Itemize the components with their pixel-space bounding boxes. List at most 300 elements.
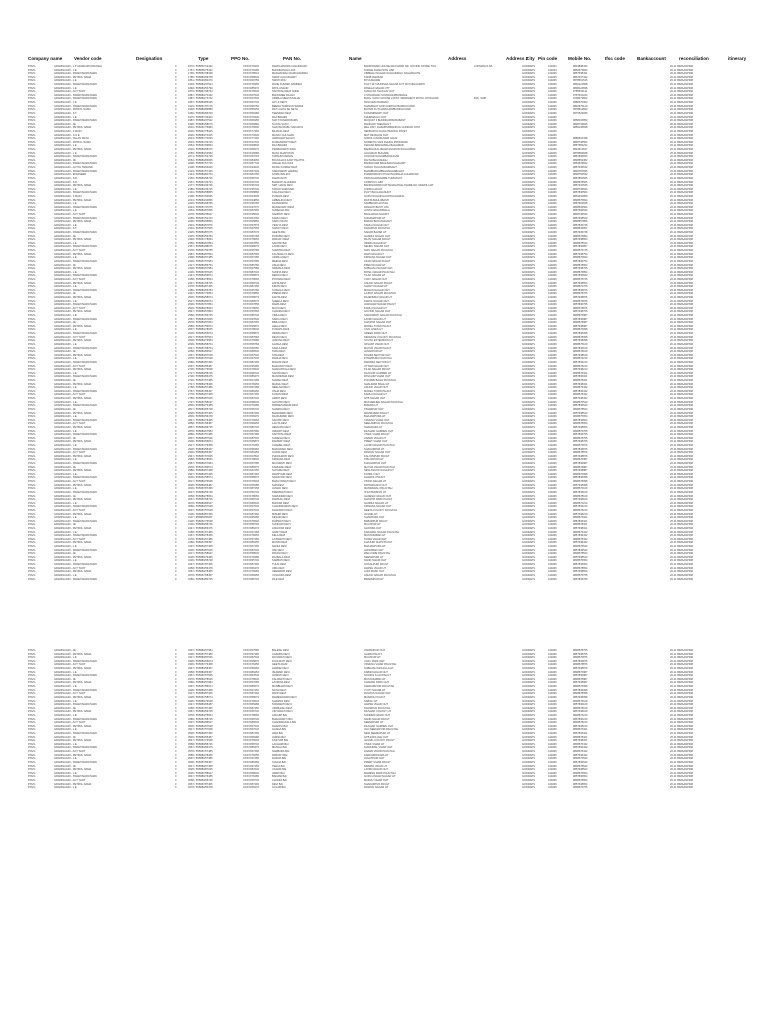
cell-itinerary: BIMAANPRM — [677, 321, 693, 325]
cell-company: PNVG — [28, 129, 36, 133]
cell-pin-code: 410206 — [548, 194, 557, 198]
cell-ppo-no: 2043 / 555857/74645 — [188, 137, 213, 141]
cell-ppo-no: 2517 / 555883/86574 — [188, 299, 213, 303]
cell-itinerary: BIMAANPRM — [677, 649, 693, 652]
cell-company: PNVG — [28, 155, 36, 159]
cell-type: F — [175, 303, 177, 307]
cell-ppo-no: 2678 / 555957/57648 — [188, 357, 213, 361]
cell-company: PNVG — [28, 364, 36, 368]
cell-mobile-no: 9838578543 — [573, 407, 588, 411]
cell-city: GODRAPS — [522, 552, 535, 556]
cell-city: GODRAPS — [522, 126, 535, 130]
cell-pan-no: XXXXX8756X — [243, 335, 260, 339]
cell-address: GEETA COLONY PAUGTAH — [364, 508, 397, 512]
cell-designation: GRADINAGRI - SWAMI MARATHWA — [54, 205, 97, 209]
cell-ppo-no: 2906 / 555883/65874 — [188, 440, 213, 444]
cell-pin-code: 410206 — [548, 699, 557, 703]
cell-ppo-no: 2447 / 555883/56874 — [188, 274, 213, 278]
cell-reconciliation-value: 20-11 — [670, 465, 677, 469]
cell-name: KIRAN DEVI — [272, 285, 287, 289]
cell-mobile-no: 9838576654 — [573, 415, 588, 419]
cell-city: GODRAPS — [522, 519, 535, 523]
cell-pin-code: 410206 — [548, 775, 557, 779]
cell-type: F — [175, 724, 177, 728]
cell-mobile-no: 9857638765 — [573, 440, 588, 444]
cell-name: BHAGYAWATI DEVI — [272, 480, 296, 484]
cell-address: MAYUR VIHAR PAUGTAH — [364, 465, 395, 469]
cell-name: SUNDARI DEVI — [272, 523, 291, 527]
cell-itinerary: BIMAANPRM — [677, 169, 693, 173]
cell-pan-no: XXXXX6587X — [243, 332, 260, 336]
cell-address: KONDLI OHT — [364, 472, 380, 476]
cell-mobile-no: 9857836765 — [573, 577, 588, 581]
cell-ppo-no: 3158 / 555957/67485 — [188, 530, 213, 534]
cell-designation: GRADINAGRI - L.E — [54, 357, 77, 361]
cell-ppo-no: 3436 / 555883/76548 — [188, 699, 213, 703]
cell-designation: GRADINAGRI - ACTOL TEMAND — [54, 166, 93, 170]
cell-mobile-no: 9854578832 — [573, 162, 588, 166]
cell-ppo-no: 2578 / 555883/87654 — [188, 321, 213, 325]
cell-pin-code: 410206 — [548, 501, 557, 505]
cell-company: PNVG — [28, 303, 36, 307]
cell-itinerary: BIMAANPRM — [677, 732, 693, 736]
cell-name: SAROJ DEVI — [272, 317, 288, 321]
cell-reconciliation-value: 20-11 — [670, 166, 677, 170]
cell-mobile-no: 9838578432 — [573, 393, 588, 397]
cell-itinerary: BIMAANPRM — [677, 166, 693, 170]
cell-city: GODRAPS — [522, 454, 535, 458]
cell-ppo-no: 2356 / 555883/67854 — [188, 241, 213, 245]
cell-name: MADHAVRAO RAMCHANDRA — [272, 72, 308, 76]
cell-company: PNVG — [28, 404, 36, 408]
cell-itinerary: BIMAANPRM — [677, 663, 693, 667]
cell-pan-no: XXXXX7654X — [243, 480, 260, 484]
cell-pan-no: XXXXX6745X — [243, 688, 260, 692]
cell-ppo-no: 2108 / 555883/34646 — [188, 166, 213, 170]
cell-designation: GRADINAGRI - L.E — [54, 386, 77, 390]
cell-type: F — [175, 469, 177, 473]
cell-designation: GRADINAGRI - PATROL NAMA — [54, 108, 91, 112]
cell-pan-no: XXXXX7645X — [243, 663, 260, 667]
cell-name: BHAGWANI DEVI — [272, 447, 293, 451]
cell-city: GODRAPS — [522, 231, 535, 235]
header-itinerary: itinerary — [728, 56, 747, 61]
cell-itinerary: BIMAANPRM — [677, 93, 693, 97]
cell-pin-code: 410205 — [548, 79, 557, 83]
cell-city: GODRAPS — [522, 68, 535, 72]
cell-city: GODRAPS — [522, 144, 535, 148]
cell-company: PNVG — [28, 234, 36, 238]
cell-ppo-no: 3128 / 555957/76548 — [188, 519, 213, 523]
cell-mobile-no: 9857638543 — [573, 768, 588, 772]
cell-name: NIRMALA DEVI — [272, 267, 291, 271]
cell-address: LAXMI NAGAR HT — [364, 317, 386, 321]
cell-designation: GRADINAGRI - L.E — [54, 728, 77, 732]
cell-address: GOVIND NAGAR OHT — [364, 310, 391, 314]
cell-pin-code: 410206 — [548, 573, 557, 577]
cell-designation: GRADINAGRI - L.E — [54, 656, 77, 660]
cell-designation: GRADINAGRI - PETROL NAMA — [54, 382, 92, 386]
cell-type: F — [175, 570, 177, 574]
cell-pan-no: XXXXX3674X — [243, 184, 260, 188]
cell-itinerary: BIMAANPRM — [677, 108, 693, 112]
cell-reconciliation-value: 20-11 — [670, 487, 677, 491]
cell-address: UTTAM NAGAR OHT — [364, 364, 389, 368]
cell-name: SUDESH DEVI — [272, 436, 290, 440]
cell-pin-code: 410206 — [548, 732, 557, 736]
cell-address: VIRBHAU NAGAR GUHAUNDHU NAGARGUTE — [364, 72, 421, 76]
cell-pan-no: XXXXX3574X — [243, 187, 260, 191]
cell-city: GODRAPS — [522, 310, 535, 314]
cell-type: F — [175, 176, 177, 180]
cell-reconciliation-value: 20-11 — [670, 404, 677, 408]
cell-city: GODRAPS — [522, 299, 535, 303]
cell-ppo-no: 2325 / 555883/87675 — [188, 231, 213, 235]
cell-designation: GRADINAGRI - PETROL NAMA — [54, 667, 92, 671]
cell-ppo-no: 2467 / 555957/68745 — [188, 281, 213, 285]
cell-pin-code: 410206 — [548, 256, 557, 260]
cell-designation: GRADINAGRI - L.E — [54, 299, 77, 303]
cell-itinerary: BIMAANPRM — [677, 227, 693, 231]
cell-itinerary: BIMAANPRM — [677, 778, 693, 782]
cell-pan-no: XXXXX6745X — [243, 545, 260, 549]
cell-name: SHIVDEVI — [272, 483, 285, 487]
cell-itinerary: BIMAANPRM — [677, 530, 693, 534]
cell-city: GODRAPS — [522, 667, 535, 671]
cell-city: GODRAPS — [522, 364, 535, 368]
cell-city: GODRAPS — [522, 238, 535, 242]
cell-designation: GRADINAGRI - PETROL NAMA — [54, 324, 92, 328]
cell-mobile-no: 9838578765 — [573, 436, 588, 440]
cell-name: GEETA BAI — [272, 231, 286, 235]
cell-itinerary: BIMAANPRM — [677, 422, 693, 426]
cell-designation: GRADINAGRI - PETROL NAMA — [54, 768, 92, 772]
cell-itinerary: BIMAANPRM — [677, 768, 693, 772]
cell-pin-code: 410206 — [548, 649, 557, 652]
cell-type: F — [175, 516, 177, 520]
cell-type: F — [175, 458, 177, 462]
cell-type: F — [175, 306, 177, 310]
cell-company: PNVG — [28, 577, 36, 581]
cell-reconciliation-value: 20-11 — [670, 703, 677, 707]
cell-city: GODRAPS — [522, 241, 535, 245]
cell-itinerary: BIMAANPRM — [677, 104, 693, 108]
header-address: Address — [448, 56, 467, 61]
cell-pin-code: 410206 — [548, 656, 557, 660]
cell-designation: GRADINAGRI - L.E — [54, 151, 77, 155]
cell-company: PNVG — [28, 425, 36, 429]
cell-name: LAXMI DEVI — [272, 245, 287, 249]
cell-city: GODRAPS — [522, 735, 535, 739]
cell-city: GODRAPS — [522, 530, 535, 534]
cell-company: PNVG — [28, 202, 36, 206]
cell-city: GODRAPS — [522, 140, 535, 144]
cell-itinerary: BIMAANPRM — [677, 443, 693, 447]
cell-city: GODRAPS — [522, 656, 535, 660]
cell-itinerary: BIMAANPRM — [677, 252, 693, 256]
cell-ppo-no: 2177 / 555883/36746 — [188, 184, 213, 188]
cell-company: PNVG — [28, 750, 36, 754]
cell-designation: GRADINAGRI - L.E — [54, 371, 77, 375]
cell-city: GODRAPS — [522, 490, 535, 494]
cell-name: MUNNI DEVI — [272, 541, 288, 545]
cell-type: F — [175, 685, 177, 689]
cell-city: GODRAPS — [522, 151, 535, 155]
cell-name: CHANDRAWATI DEVI — [272, 505, 298, 509]
cell-pin-code: 410206 — [548, 155, 557, 159]
cell-city: GODRAPS — [522, 115, 535, 119]
cell-mobile-no: 9857638098 — [573, 695, 588, 699]
cell-address: BANDHAKAL BHAM ANGRON SUGAUMAR — [364, 148, 416, 152]
cell-address: MUSTAFABAD HT — [364, 677, 386, 681]
cell-name: KAUSHALYA DEVI — [272, 252, 294, 256]
cell-company: PNVG — [28, 443, 36, 447]
cell-type: F — [175, 418, 177, 422]
cell-ppo-no: 1918 / 555884/37524 — [188, 83, 213, 87]
cell-pan-no: XXXXX8764X — [243, 768, 260, 772]
cell-company: PNVG — [28, 72, 36, 76]
cell-pin-code: 410206 — [548, 169, 557, 173]
cell-pan-no: XXXXX8645X — [243, 760, 260, 764]
cell-company: PNVG — [28, 350, 36, 354]
cell-reconciliation-value: 20-11 — [670, 310, 677, 314]
cell-ppo-no: 2065 / 555883/16583 — [188, 151, 213, 155]
cell-pin-code: 410206 — [548, 335, 557, 339]
cell-pin-code: 410206 — [548, 166, 557, 170]
cell-pin-code: 410206 — [548, 688, 557, 692]
cell-designation: GRADINAGRI - S.R. — [54, 176, 78, 180]
cell-ppo-no: 3358 / 555883/86457 — [188, 670, 213, 674]
cell-reconciliation-value: 20-11 — [670, 732, 677, 736]
cell-name: UGAMA BAI — [272, 768, 287, 772]
cell-mobile-no: 9838532564 — [573, 205, 588, 209]
cell-pan-no: XXXXX5853X — [243, 75, 260, 79]
cell-company: PNVG — [28, 281, 36, 285]
cell-mobile-no: 9857836765 — [573, 303, 588, 307]
cell-mobile-no: 9838576321 — [573, 728, 588, 732]
cell-type: F — [175, 706, 177, 710]
cell-type: F — [175, 498, 177, 502]
cell-city: GODRAPS — [522, 699, 535, 703]
cell-type: F — [175, 760, 177, 764]
cell-address: DILSHAD GARDEN OHT — [364, 724, 394, 728]
cell-ppo-no: 3536 / 555883/65487 — [188, 735, 213, 739]
cell-ppo-no: 2478 / 555883/87465 — [188, 285, 213, 289]
cell-name: SUNITA DEVI — [272, 270, 288, 274]
cell-itinerary: BIMAANPRM — [677, 717, 693, 721]
cell-ppo-no: 2986 / 555883/67458 — [188, 469, 213, 473]
cell-reconciliation-value: 20-11 — [670, 119, 677, 123]
cell-city: GODRAPS — [522, 274, 535, 278]
cell-city: GODRAPS — [522, 303, 535, 307]
cell-itinerary: BIMAANPRM — [677, 577, 693, 581]
cell-type: F — [175, 317, 177, 321]
cell-company: PNVG — [28, 411, 36, 415]
cell-name: OMI DEVI — [272, 548, 284, 552]
cell-pin-code: 410206 — [548, 786, 557, 790]
cell-ppo-no: 2736 / 555957/67485 — [188, 379, 213, 383]
cell-ppo-no: 3586 / 555883/78456 — [188, 753, 213, 757]
cell-type: F — [175, 277, 177, 281]
cell-itinerary: BIMAANPRM — [677, 659, 693, 663]
cell-city: GODRAPS — [522, 563, 535, 567]
cell-pin-code: 410206 — [548, 566, 557, 570]
cell-city: GODRAPS — [522, 541, 535, 545]
cell-itinerary: BIMAANPRM — [677, 534, 693, 538]
cell-address: NAND NAGRI OHT — [364, 559, 387, 563]
cell-reconciliation-value: 20-11 — [670, 400, 677, 404]
cell-city: GODRAPS — [522, 324, 535, 328]
cell-name: RAJ BIDHINI — [272, 144, 288, 148]
cell-address: ASHOK VIHAR OHT — [364, 386, 388, 390]
cell-ppo-no: 2936 / 555883/86457 — [188, 451, 213, 455]
cell-mobile-no: 9838578745 — [573, 277, 588, 281]
cell-pin-code: 410206 — [548, 710, 557, 714]
cell-ppo-no: 3486 / 555957/68745 — [188, 717, 213, 721]
cell-pin-code: 410206 — [548, 129, 557, 133]
cell-reconciliation-value: 20-11 — [670, 227, 677, 231]
cell-itinerary: BIMAANPRM — [677, 573, 693, 577]
cell-reconciliation — [670, 578, 734, 582]
cell-company: PNVG — [28, 342, 36, 346]
cell-ppo-no: 3306 / 555957/57486 — [188, 652, 213, 656]
cell-name: SARBATI DEVI — [272, 559, 290, 563]
cell-city: GODRAPS — [522, 505, 535, 509]
cell-designation: GRADINAGRI - JE — [54, 263, 76, 267]
cell-designation: GRADINAGRI - JE — [54, 735, 76, 739]
cell-mobile-no: 9785633114 — [573, 90, 588, 94]
cell-ppo-no: 2636 / 555883/58764 — [188, 342, 213, 346]
cell-pan-no: XXXXX6648X — [243, 111, 260, 115]
cell-itinerary: BIMAANPRM — [677, 728, 693, 732]
cell-address: PITAMPURA PAUGTAH — [364, 357, 392, 361]
cell-name: SAVITRI BAI — [272, 241, 287, 245]
cell-designation: GRADINAGRI - JE — [54, 523, 76, 527]
cell-city: GODRAPS — [522, 677, 535, 681]
cell-company: PNVG — [28, 458, 36, 462]
cell-itinerary: BIMAANPRM — [677, 129, 693, 133]
cell-itinerary: BIMAANPRM — [677, 458, 693, 462]
cell-pan-no: XXXXX7645X — [243, 443, 260, 447]
cell-designation: GRADINAGRI - PETROL NAMA — [54, 710, 92, 714]
cell-company: PNVG — [28, 194, 36, 198]
cell-reconciliation-value: 20-11 — [670, 415, 677, 419]
cell-name: LALITA DEVI — [272, 422, 288, 426]
cell-name: MANBHARI DEVI — [272, 685, 293, 689]
cell-designation: GRADINAGRI - SWAMI MARATHWA — [54, 418, 97, 422]
cell-name: KELA DEVI — [272, 534, 286, 538]
cell-reconciliation-value: 20-11 — [670, 494, 677, 498]
cell-designation: GRADINAGRI - JE — [54, 407, 76, 411]
cell-company: PNVG — [28, 688, 36, 692]
cell-pin-code: 410206 — [548, 750, 557, 754]
cell-company: PNVG — [28, 83, 36, 87]
cell-ppo-no: 2036 / 555883/74325 — [188, 133, 213, 137]
cell-city: GODRAPS — [522, 462, 535, 466]
cell-mobile-no: 9838576876 — [573, 443, 588, 447]
cell-company: PNVG — [28, 746, 36, 750]
cell-mobile-no: 9838578987 — [573, 465, 588, 469]
cell-designation: GRADINAGRI - SWAMI MARATHWA — [54, 505, 97, 509]
table-body-lower — [28, 649, 728, 790]
cell-pin-code: 410206 — [548, 768, 557, 772]
cell-city: GODRAPS — [522, 371, 535, 375]
cell-itinerary: BIMAANPRM — [677, 667, 693, 671]
cell-address: GURU NAGAR HAUNTHAGARHG — [364, 194, 405, 198]
cell-pin-code: 410206 — [548, 187, 557, 191]
cell-pan-no: XXXXX7846X — [243, 570, 260, 574]
cell-address: KABIR NAGAR OHT — [364, 670, 388, 674]
cell-reconciliation-value: 20-11 — [670, 659, 677, 663]
cell-ppo-no: 2867 / 555883/86745 — [188, 425, 213, 429]
cell-address: TAHIRPUR PAUGTAH — [364, 706, 390, 710]
cell-city: GODRAPS — [522, 465, 535, 469]
cell-address: MUSTAFABAD HT — [364, 534, 386, 538]
cell-company: PNVG — [28, 570, 36, 574]
cell-itinerary: BIMAANPRM — [677, 371, 693, 375]
cell-company: PNVG — [28, 462, 36, 466]
cell-reconciliation-value: 20-11 — [670, 292, 677, 296]
cell-pan-no: XXXXX7865X — [243, 494, 260, 498]
cell-reconciliation-value: 20-11 — [670, 274, 677, 278]
cell-mobile-no: 9838576854 — [573, 234, 588, 238]
cell-ppo-no: 1975 / 555857/42463 — [188, 115, 213, 119]
cell-city: GODRAPS — [522, 292, 535, 296]
cell-pin-code: 410206 — [548, 133, 557, 137]
cell-pan-no: XXXXX6975X — [243, 79, 260, 83]
cell-company: PNVG — [28, 563, 36, 567]
cell-mobile-no: 9857638876 — [573, 667, 588, 671]
cell-designation: GRADINAGRI - L.E — [54, 202, 77, 206]
cell-type: F — [175, 559, 177, 563]
cell-type: F — [175, 534, 177, 538]
cell-pin-code: 410206 — [548, 303, 557, 307]
cell-company: PNVG — [28, 360, 36, 364]
cell-pin-code: 410206 — [548, 407, 557, 411]
cell-ppo-no: 2026 / 555883/68376 — [188, 148, 213, 152]
cell-designation: GRADINAGRI - SWAMI MARATHWA — [54, 534, 97, 538]
cell-pin-code: 410206 — [548, 667, 557, 671]
cell-name: CHANDA DEVI — [272, 310, 290, 314]
cell-reconciliation-value: 20-11 — [670, 342, 677, 346]
cell-name: LACHHMI BAI — [272, 742, 289, 746]
cell-pin-code: 410206 — [548, 202, 557, 206]
cell-itinerary: BIMAANPRM — [677, 483, 693, 487]
cell-ppo-no: 1785 / 555883/99758 — [188, 75, 213, 79]
cell-type: F — [175, 447, 177, 451]
cell-city: GODRAPS — [522, 537, 535, 541]
cell-company: PNVG — [28, 223, 36, 227]
cell-company: PNVG — [28, 379, 36, 383]
cell-mobile-no: 9838578210 — [573, 721, 588, 725]
cell-designation: GRADINAGRI - SWAMI MARATHWA — [54, 83, 97, 87]
cell-address: LAXMI NAGAR OHT — [364, 768, 388, 772]
cell-pin-code: 410206 — [548, 176, 557, 180]
cell-reconciliation-value: 20-11 — [670, 728, 677, 732]
cell-type: F — [175, 216, 177, 220]
cell-reconciliation-value: 20-11 — [670, 713, 677, 717]
cell-name: GUDDI DEVI — [272, 451, 288, 455]
cell-pan-no: XXXXX5867X — [243, 296, 260, 299]
cell-designation: GRADINAGRI - ACT THOT — [54, 277, 86, 281]
cell-designation: GRADINAGRI - PETROL NAMA — [54, 440, 92, 444]
cell-city: GODRAPS — [522, 692, 535, 696]
cell-name: SUMAN DEVI — [272, 379, 289, 383]
cell-mobile-no: 9838578654 — [573, 566, 588, 570]
cell-pan-no: XXXXX5647X — [243, 786, 260, 790]
cell-type: F — [175, 79, 177, 83]
cell-ppo-no: 2606 / 555883/65874 — [188, 332, 213, 336]
